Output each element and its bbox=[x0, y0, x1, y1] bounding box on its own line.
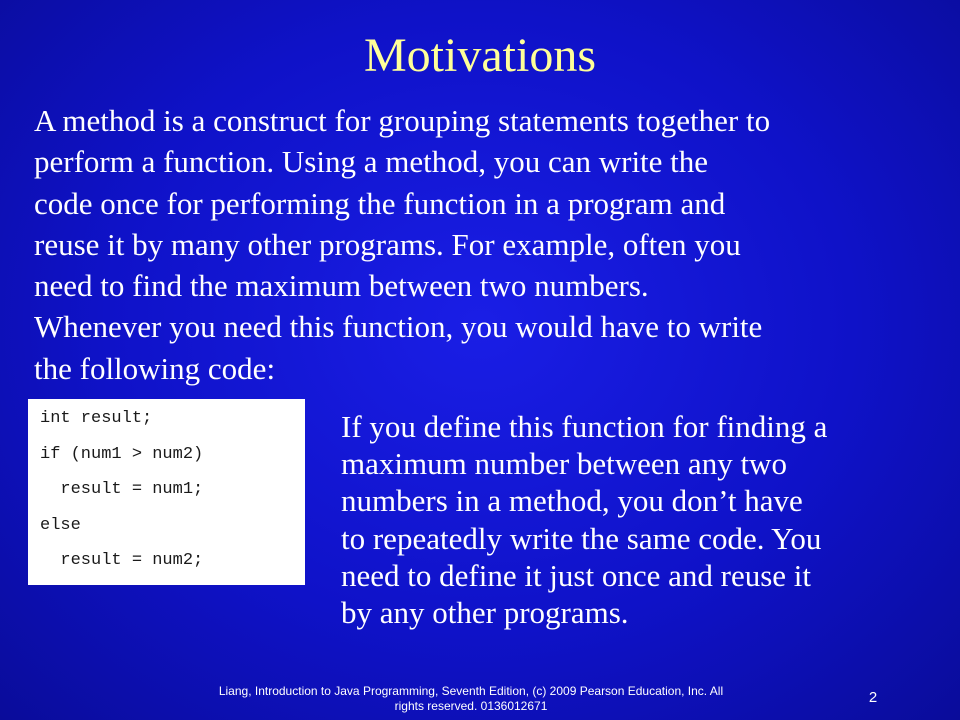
side-line: numbers in a method, you don’t have bbox=[341, 483, 803, 519]
page-number: 2 bbox=[868, 689, 878, 706]
footer-line: rights reserved. 0136012671 bbox=[394, 699, 548, 713]
intro-line: the following code: bbox=[34, 350, 276, 386]
intro-line: reuse it by many other programs. For example, often you bbox=[34, 226, 741, 262]
intro-line: need to find the maximum between two numbers. bbox=[34, 268, 649, 304]
code-line: if (num1 > num2) bbox=[40, 444, 204, 464]
code-line: result = num2; bbox=[40, 551, 204, 570]
side-line: to repeatedly write the same code. You bbox=[341, 520, 822, 556]
code-line: else bbox=[40, 515, 81, 535]
side-line: by any other programs. bbox=[341, 595, 629, 631]
code-line: result = num1; bbox=[40, 480, 204, 499]
side-paragraph bbox=[341, 408, 941, 631]
side-line: need to define it just once and reuse it bbox=[341, 557, 812, 593]
code-line: int result; bbox=[40, 409, 153, 428]
code-snippet-box bbox=[28, 399, 305, 585]
side-line: maximum number between any two bbox=[341, 446, 787, 482]
intro-line: Whenever you need this function, you would have to write bbox=[34, 309, 763, 345]
intro-line: perform a function. Using a method, you can write the bbox=[34, 144, 709, 180]
slide-title: Motivations bbox=[363, 29, 596, 82]
intro-line: code once for performing the function in a program and bbox=[34, 185, 726, 221]
side-line: If you define this function for finding a bbox=[341, 409, 828, 444]
intro-paragraph bbox=[34, 100, 934, 389]
intro-line: A method is a construct for grouping statements together to bbox=[34, 103, 771, 138]
copyright-footer bbox=[180, 684, 762, 714]
footer-line: Liang, Introduction to Java Programming, Seventh Edition, (c) 2009 Pearson Education, Inc. All bbox=[218, 684, 724, 698]
